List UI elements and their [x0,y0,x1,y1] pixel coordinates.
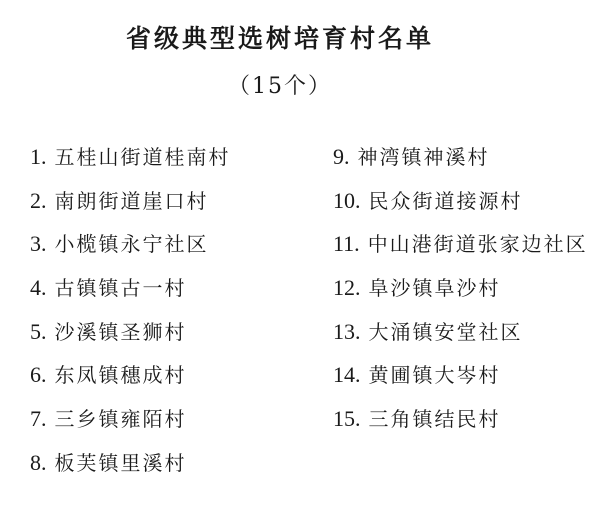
item-number: 14. [333,362,361,388]
list-item [30,142,231,186]
item-name: 东凤镇穗成村 [54,363,187,388]
list-item [30,360,231,404]
list-item [333,186,588,230]
item-name: 神湾镇神溪村 [357,145,490,169]
item-number: 8. [30,449,47,475]
list-item [30,186,231,230]
item-number: 3. [30,231,47,257]
item-name: 中山港街道张家边社区 [367,232,588,257]
item-name: 板芙镇里溪村 [54,450,187,475]
item-name: 三角镇结民村 [368,407,501,432]
item-number: 1. [30,144,47,169]
item-number: 2. [30,187,47,213]
list-item [30,448,231,492]
item-name: 小榄镇永宁社区 [54,232,209,257]
item-number: 7. [30,406,47,432]
list-item [30,273,231,317]
item-name: 大涌镇安堂社区 [368,319,523,344]
item-number: 11. [333,231,360,257]
list-item [333,229,588,273]
list-column-right [333,142,588,448]
list-item [333,273,588,317]
item-number: 5. [30,318,47,344]
item-name: 阜沙镇阜沙村 [368,276,501,301]
item-name: 古镇镇古一村 [54,276,187,301]
document-subtitle: （15个） [228,74,332,99]
item-number: 4. [30,275,47,301]
item-name: 黄圃镇大岑村 [368,363,501,388]
item-name: 五桂山街道桂南村 [54,145,231,169]
item-name: 南朗街道崖口村 [54,188,209,213]
list-column-left [30,142,231,492]
item-name: 沙溪镇圣狮村 [54,319,187,344]
item-name: 民众街道接源村 [368,188,523,213]
item-number: 6. [30,362,47,388]
list-item [333,360,588,404]
item-number: 9. [333,144,350,169]
list-item [333,142,588,186]
item-number: 10. [333,187,361,213]
list-item [30,404,231,448]
item-number: 12. [333,275,361,301]
item-number: 15. [333,406,361,432]
list-item [333,317,588,361]
document-title: 省级典型选树培育村名单 [125,24,434,53]
list-item [30,317,231,361]
item-number: 13. [333,318,361,344]
item-name: 三乡镇雍陌村 [54,407,187,432]
list-item [30,229,231,273]
list-item [333,404,588,448]
